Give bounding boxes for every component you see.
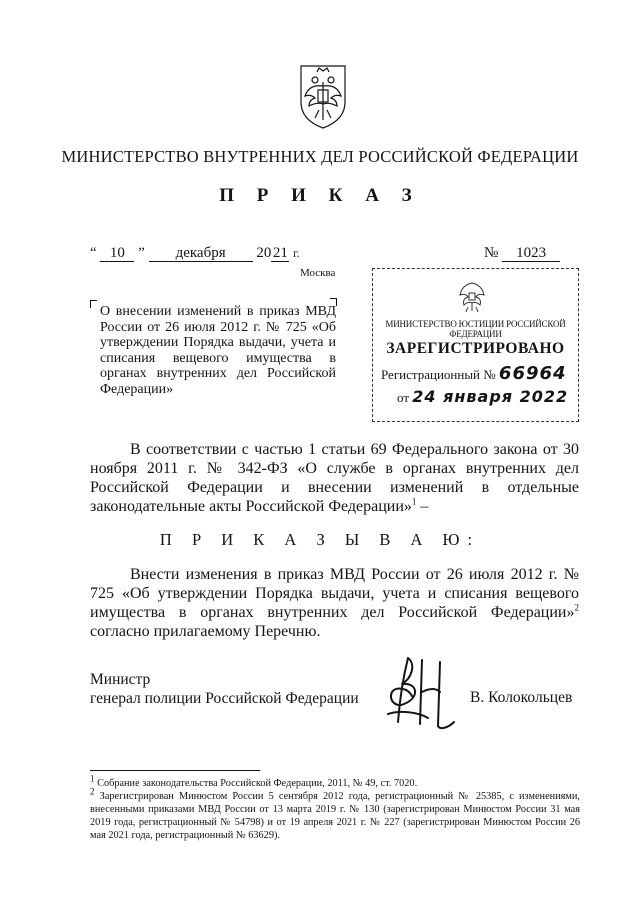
- date-quote-close: ”: [138, 245, 145, 261]
- stamp-registration-number: [381, 363, 567, 384]
- footnote-divider: [90, 770, 260, 771]
- date-quote-open: “: [90, 245, 97, 261]
- stamp-number-label: Регистрационный №: [381, 367, 496, 382]
- order-date: [90, 245, 300, 262]
- handwritten-signature: [378, 652, 466, 736]
- footnote-text-2: Зарегистрирован Минюстом России 5 сентября 2012 года, регистрационный № 25385, с изменениями, внесенными приказами МВД России от 13 марта 2019 г. № 130 (зарегистрирован Минюстом России 31 мая 2019 года, регистрационный № 54798) и от 19 апреля 2021 г. № 227 (зарегистрирован Минюстом России 26 мая 2021 года, регистрационный № 63629).: [90, 791, 580, 841]
- order-number-label: №: [484, 245, 499, 261]
- footnote-mark-2: 2: [90, 786, 95, 797]
- stamp-number-value: 66964: [498, 363, 567, 384]
- registration-stamp: [372, 268, 579, 422]
- footnote-ref-1: 1: [411, 496, 417, 507]
- footnote-2: [90, 786, 580, 842]
- date-year-unit: г.: [293, 246, 300, 260]
- stamp-registration-date: [397, 387, 568, 406]
- order-paragraph: [90, 565, 579, 641]
- coat-of-arms-emblem: [295, 62, 351, 130]
- order-text: Внести изменения в приказ МВД России от 26 июля 2012 г. № 725 «Об утверждении Порядка выдачи, учета и списания вещевого имущества в органах внутренних дел Российской Федерации»: [90, 566, 579, 621]
- stamp-date-value: 24 января 2022: [412, 387, 569, 406]
- preamble-tail: –: [416, 498, 429, 515]
- city: Москва: [300, 267, 336, 279]
- footnote-mark-1: 1: [90, 773, 95, 784]
- order-subject: О внесении изменений в приказ МВД России от 26 июля 2012 г. № 725 «Об утверждении Порядка выдачи, учета и списания вещевого имущества в органах внутренних дел Российской Федерации»: [100, 304, 336, 397]
- footnote-text-1: Собрание законодательства Российской Федерации, 2011, № 49, ст. 7020.: [94, 778, 418, 789]
- stamp-registered: ЗАРЕГИСТРИРОВАНО: [386, 340, 565, 357]
- ministry-heading: МИНИСТЕРСТВО ВНУТРЕННИХ ДЕЛ РОССИЙСКОЙ ФЕДЕРАЦИИ: [61, 147, 579, 166]
- footnote-ref-2: 2: [574, 602, 579, 613]
- preamble-paragraph: [90, 440, 579, 516]
- footnote-1: [90, 773, 580, 790]
- preamble-text: В соответствии с частью 1 статьи 69 Федерального закона от 30 ноября 2011 г. № 342-ФЗ «О службе в органах внутренних дел Российской Федерации и внесении изменений в отдельные законодательные акты Российской Федерации»: [90, 441, 579, 515]
- date-day: 10: [100, 246, 134, 262]
- date-month: декабря: [149, 246, 253, 262]
- order-number-value: 1023: [502, 246, 560, 262]
- order-verb-heading: П Р И К А З Ы В А Ю:: [159, 530, 481, 549]
- order-text-tail: согласно прилагаемому Перечню.: [90, 623, 321, 640]
- subject-bracket-left: [90, 300, 97, 308]
- signer-position: [90, 670, 359, 708]
- stamp-ministry: МИНИСТЕРСТВО ЮСТИЦИИ РОССИЙСКОЙ ФЕДЕРАЦИИ: [385, 319, 566, 339]
- signer-name: В. Колокольцев: [470, 689, 573, 706]
- document-type-title: П Р И К А З: [219, 185, 421, 206]
- order-number: [484, 245, 560, 262]
- stamp-date-label: от: [397, 390, 410, 405]
- stamp-emblem: [456, 279, 488, 315]
- signer-position-line1: Министр: [90, 671, 151, 688]
- date-year: 21: [272, 245, 288, 261]
- signer-position-line2: генерал полиции Российской Федерации: [90, 690, 359, 707]
- date-year-prefix: 20: [256, 245, 272, 261]
- footnotes: [90, 773, 580, 842]
